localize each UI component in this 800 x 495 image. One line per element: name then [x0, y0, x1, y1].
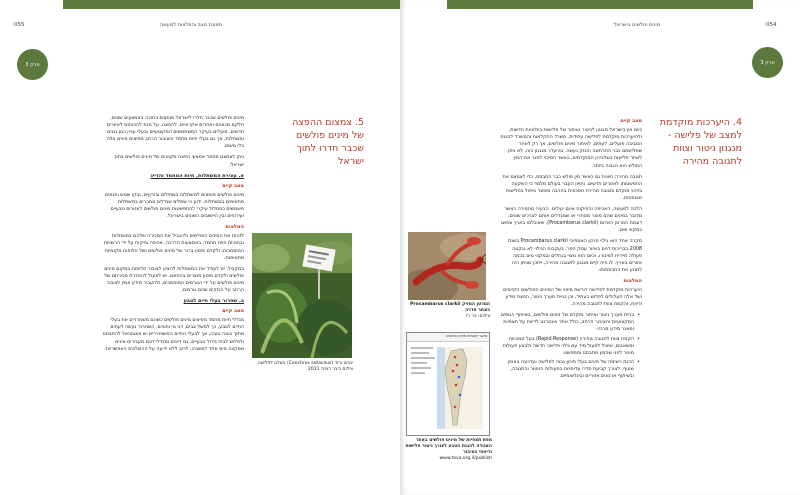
left-text-column	[101, 115, 244, 357]
list-item: • בניית מערך ניטור ואיתור מוקדם של מינים פולשים, בשיתוף הגופים המקצועיים והציבור הרחב, כולל אתר אינטרנט לדיווח על תצפיות ומאגר מידע מרכזי.	[500, 312, 634, 333]
recommendations-heading: המלצות	[225, 224, 244, 231]
website-text-lines	[411, 347, 435, 377]
body-paragraph: תגובה מהירה חיונית גם כאשר מין פולש כבר התבסס, כדי לצמצם את התפשטותו לאזורים חדשים. ניסיון העבר בעולם מלמד כי השקעה בזיהוי מוקדם ותגובה מהירה חסכונית בהרבה מאשר טיפול בפלישות מבוססות.	[502, 174, 642, 201]
section-title: 5. צמצום ההפצה של מינים פולשים שכבר חדרו לתוך ישראל	[292, 117, 364, 167]
page-number: 055	[14, 22, 25, 28]
page-number: 054	[766, 22, 777, 28]
body-paragraph: כיום אין בישראל מנגנון לניטור ואיתור של פלישות ביולוגיות חדשות, ולהיערכות מוקדמת לפלישה עתידית. משרד החקלאות והמשרד להגנת הסביבה פועלים, לעתים, לאיתור מינים פולשים, אך רק לאחר שפלישתם כבר התרחשה והנזק נעשה. בהיעדר מנגנון כזה, לא ניתן לאתר פלישות בשלביהן המוקדמים, כאשר הסיכוי למגר את המין הפולש הוא הגבוה ביותר.	[500, 128, 642, 169]
list-item: • הכנת רשימה של מינים בעלי סיכון גבוה לפלישה ועדכונה באופן שוטף, לצורך קביעת סדרי עדיפויות בפעולות הניטור והתגובה, ובשיתוף ארגונים אזוריים ובינלאומיים.	[500, 359, 634, 380]
status-heading: מצב קיים	[222, 182, 244, 189]
right-text-column	[500, 115, 642, 383]
section-title: 4. היערכות מוקדמת למצב של פלישה - מנגנון ניטור וצוות לתגובה מהירה	[659, 117, 742, 167]
map-caption-link[interactable]: www.teva.org.il/publish	[439, 456, 492, 461]
plant-photo-image	[252, 233, 352, 358]
top-color-bar	[63, 0, 400, 9]
subsection-heading: א. עצירת המשתלות, חיות המחמד והדייג	[150, 172, 244, 179]
plant-photo	[252, 233, 352, 358]
website-header: מאגר תצפיות מינים פולשים	[407, 333, 489, 342]
chapter-badge: פרק 3	[752, 47, 783, 78]
photo-credit: ביבר דגניה 2011	[307, 367, 342, 372]
body-paragraph: מקרה אחד הוא גילוי סרטן האמפיבי Procambarus clarkii בשנת 2008 בבריכות דגים באזור עמק חפר. בעקבות הגילוי לא ננקטה פעולה מיידית למיגורו, וכיום הוא מצוי בנחלים ובמקווי מים בכמה אזורים בארץ. לו היה קיים מנגנון לתגובה מהירה, ייתכן שניתן היה למנוע את התבססותו.	[507, 239, 642, 273]
crayfish-caption	[406, 302, 490, 320]
body-paragraph: במקביל, יש לעודד את המשתלות להציע לציבור חלופות במקום מינים פולשים ולקדם סימון מוצרים בהתאם. יש לפעול להסדרת מכירתם של מינים פולשים על ידי הגורמים המוסמכים, ולהעביר מידע אמין לציבור הרחב על הנזקים שהם גורמים.	[104, 266, 244, 293]
photo-caption	[245, 361, 353, 373]
chapter-badge: פרק 3	[17, 49, 48, 80]
map-caption	[404, 438, 492, 462]
recommendations-heading: המלצות	[623, 277, 642, 284]
recommendations-list	[500, 312, 634, 380]
intro-paragraph: ניתן לצמצם מספר אמצעי הפצה מקוונים של מינים פולשים בתוך ישראל:	[113, 155, 244, 168]
crayfish-credit: צילום: ניר רז	[465, 314, 490, 319]
body-paragraph: לזהות את המינים הפולשים ולהגביל את המכירה שלהם במשתלות ובחנויות חיות מחמד, באמצעות הדרכה, אכיפה ופיקוח על ידי הרשויות המוסמכות, ולקדם סימון ברור של מינים פולשים ושל חלופות מקומיות מתאימות.	[103, 234, 244, 261]
photo-caption-text: ינבוט ורוד (Cenchrus setaceus) בשלט לפלישה, צילום	[256, 361, 353, 372]
crayfish-photo-image	[408, 232, 486, 300]
body-paragraph: מגדלי חיות מחמד מפיצים מינים פולשים כשהם משחררים את בעלי החיים לטבע, כך למשל צבים, דגי נוי ותוכים. השחרור נעשה לעתים מתוך כוונה טובה, אך לבעלי החיים המשוחררים יש פוטנציאל להתבסס ולפלוש לבתי גידול טבעיים. גם דייגים ומגדלי דגים מעבירים מינים ממקווה מים אחד למשנהו, לרוב ללא ידיעה על ההשלכות האפשריות.	[102, 318, 244, 352]
crayfish-photo	[408, 232, 486, 300]
intro-paragraph: מינים פולשים שכבר חדרו לישראל מופצים בתוכה באמצעים שונים, חלקם מכוונים ואחרים אקראיים. להפצה, על מנת להכניסם לאזורים חדשים, פועלים בעיקר המשתמשים המקצועיים ובעלי עניין כגון גננים ומשתלות, אך גם בעלי חיות מחמד והציבור הרחב מפיצים מינים אלה בלי משים.	[106, 116, 244, 150]
israel-map	[437, 347, 483, 429]
running-head: מינים פולשים בישראל	[614, 22, 660, 28]
top-color-bar	[447, 0, 753, 9]
status-heading: מצב קיים	[222, 308, 244, 315]
website-screenshot	[406, 332, 490, 436]
map-caption-text: מפת תצפיות של מינים פולשים באתר האגודה להגנת הטבע לצורך ניטור פלישות ודיווחי הציבור	[405, 438, 492, 455]
body-paragraph: מינים פולשים מופצים למשתלות בשתילים ובזרעים, ובקו שמש ותנאים מתאימים במשתלות. ידוע כי שתלים שגדלים ונמכרים במשתלות משמשים כמסלול עיקרי להתפשטות מינים פולשים לאזורים טבעיים ועירוניים ובין היישובים השונים בישראל.	[104, 192, 244, 220]
crayfish-caption-text: הסרטן המזיק Procambarus clarkii באתר חדרה	[410, 302, 490, 313]
list-item: • הקמת צוות לתגובה מהירה (Rapid Response) בעל סמכויות ומשאבים, שיוכל לפעול מיד עם גילוי פלישה חדשה ולבצע פעולות מיגור לפני שהמין מתבסס ומתפשט.	[500, 336, 634, 357]
status-heading: מצב קיים	[620, 118, 642, 124]
right-page	[400, 0, 800, 495]
running-head: תמונת מצב והמלצות למעשה	[160, 22, 223, 28]
body-paragraph: הלכה למעשה, האכיפה והפיקוח אינם יעילים. הבעיה מחמירה כאשר מדובר במינים שהם מוצר מסחרי או שמגדלים אותם לצרכים שונים, דוגמת הסרטן האדום (Procambarus clarkii), שאוכלסו בארץ ונפוצו במקווי מים.	[500, 207, 642, 234]
body-paragraph: היערכות מוקדמת לפלישה דורשת מיפוי של המינים הפולשים הקיימים ושל אלה העלולים לפלוש בעתיד, וכן בניית מערך ניטור, הפצת מידע ודיווח, והקמת צוות לתגובה מהירה.	[503, 287, 642, 308]
subsection-heading: ב. שחרור בעלי חיים לטבע	[183, 298, 244, 305]
